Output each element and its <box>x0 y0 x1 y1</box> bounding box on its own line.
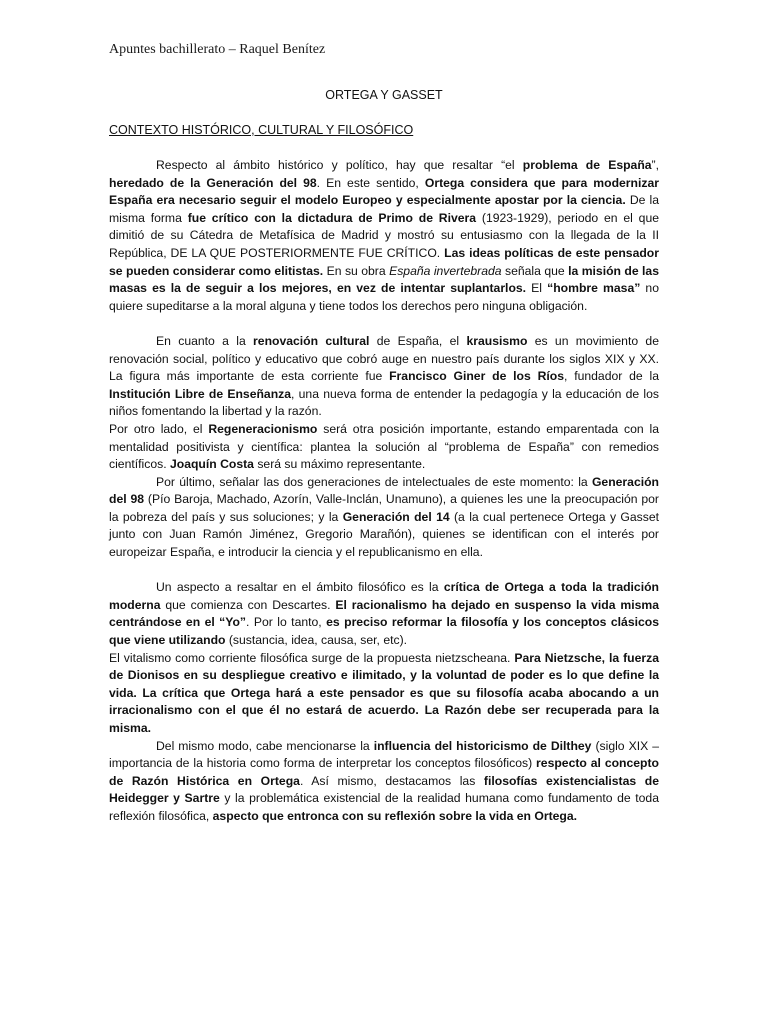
text-run: (Pío Baroja, Machado, Azorín, Valle-Inclán, Unamuno), a quienes les une la preocupación por la pobreza del país y sus soluciones; y la <box>109 492 659 524</box>
section-heading: CONTEXTO HISTÓRICO, CULTURAL Y FILOSÓFICO <box>109 123 414 137</box>
text-run: Por último, señalar las dos generaciones de intelectuales de este momento: la <box>156 474 592 489</box>
document-body <box>109 157 659 826</box>
bold-text: la misión de las masas es la de seguir a los mejores, en vez de intentar suplantarlos. <box>109 263 659 296</box>
text-run: El <box>526 281 548 296</box>
bold-text: fue crítico con la dictadura de Primo de Rivera <box>187 210 477 225</box>
bold-text: problema de España <box>522 158 652 172</box>
paragraph <box>109 157 659 315</box>
text-run: De la misma forma <box>109 193 660 225</box>
text-run: que comienza con Descartes. <box>160 597 336 612</box>
text-run: El vitalismo como corriente filosófica surge de la propuesta nietzscheana. <box>109 650 515 665</box>
bold-text: El racionalismo ha dejado en suspenso la vida misma centrándose en el “Yo” <box>109 597 659 630</box>
bold-text: aspecto que entronca con su reflexión sobre la vida en Ortega. <box>212 808 578 823</box>
bold-text: crítica de Ortega a toda la tradición moderna <box>109 580 659 612</box>
text-run: Por otro lado, el <box>109 421 209 436</box>
document-title: ORTEGA Y GASSET <box>325 88 443 102</box>
text-run: (siglo XIX –importancia de la historia como forma de interpretar los conceptos filosóficos) <box>109 738 659 771</box>
bold-text: heredado de la Generación del 98 <box>109 175 317 190</box>
bold-text: Generación del 14 <box>342 509 450 524</box>
text-run: En su obra <box>323 263 390 278</box>
text-run: En cuanto a la <box>156 333 254 348</box>
text-run: (sustancia, idea, causa, ser, etc). <box>225 633 408 648</box>
paragraph <box>109 474 659 562</box>
text-run: será su máximo representante. <box>253 457 426 472</box>
text-run: es un movimiento de renovación social, político y educativo que cobró auge en nuestro país durante los siglos XIX y XX. La figura más importante de esta corriente fue <box>109 333 659 384</box>
text-run: de España, el <box>369 333 467 348</box>
text-run: . Así mismo, destacamos las <box>299 773 484 788</box>
bold-text: Generación del 98 <box>109 474 659 507</box>
bold-text: Joaquín Costa <box>169 457 254 472</box>
bold-text: renovación cultural <box>253 333 370 348</box>
text-run: será otra posición importante, estando emparentada con la mentalidad positivista y científica: plantea la solución al “problema de España” con remedios científicos. <box>109 421 659 472</box>
bold-text: influencia del historicismo de Dilthey <box>373 738 592 753</box>
bold-text: es preciso reformar la filosofía y los conceptos clásicos que viene utilizando <box>109 615 660 648</box>
bold-text: Ortega considera que para modernizar España era necesario seguir el modelo Europeo y especialmente apostar por la ciencia. <box>109 175 659 208</box>
bold-text: Regeneracionismo <box>208 421 318 436</box>
bold-text: Las ideas políticas de este pensador se pueden considerar como elitistas. <box>109 245 659 278</box>
bold-text: Para Nietzsche, la fuerza de Dionisos en su despliegue creativo e ilimitado, y la voluntad de poder es lo que define la vida. La crítica que Ortega hará a este pensador es que su filosofía acaba abocando a un irracionalismo con el que él no estará de acuerdo. La Razón debe ser recuperada para la misma. <box>109 650 659 735</box>
paragraph <box>109 738 659 826</box>
paragraph <box>109 579 659 649</box>
text-run: . En este sentido, <box>316 175 425 190</box>
paragraph <box>109 333 659 421</box>
text-run: (a la cual pertenece Ortega y Gasset junto con Juan Ramón Jiménez, Gregorio Marañón), quienes se identifican con el interés por europeizar España, e introducir la ciencia y el republicanismo en ella. <box>109 509 660 560</box>
text-run: Respecto al ámbito histórico y político, hay que resaltar “el <box>156 158 523 172</box>
text-run: . Por lo tanto, <box>246 615 327 630</box>
text-run: señala que <box>501 263 569 278</box>
bold-text: respecto al concepto de Razón Histórica en Ortega <box>109 756 659 788</box>
paragraph <box>109 650 659 738</box>
text-run: , fundador de la <box>564 369 659 384</box>
bold-text: Institución Libre de Enseñanza <box>109 386 292 401</box>
text-run: (1923-1929), periodo en el que dimitió de su Cátedra de Metafísica de Madrid y mostró su entusiasmo con la llegada de la II República, DE LA QUE POSTERIORMENTE FUE CRÍTICO. <box>109 210 659 260</box>
italic-text: España invertebrada <box>389 263 502 278</box>
paragraph <box>109 421 659 474</box>
bold-text: “hombre masa” <box>547 281 641 296</box>
bold-text: filosofías existencialistas de Heidegger y Sartre <box>109 773 659 806</box>
bold-text: Francisco Giner de los Ríos <box>389 369 565 384</box>
text-run: no quiere supeditarse a la moral alguna y tiene todos los derechos pero ninguna obligación. <box>109 281 659 313</box>
bold-text: krausismo <box>466 333 528 348</box>
text-run: Del mismo modo, cabe mencionarse la <box>156 738 374 753</box>
text-run: , una nueva forma de entender la pedagogía y la educación de los niños fomentando la libertad y la razón. <box>109 386 659 419</box>
text-run: Un aspecto a resaltar en el ámbito filosófico es la <box>156 580 444 595</box>
page-header: Apuntes bachillerato – Raquel Benítez <box>109 42 326 57</box>
text-run: ”, <box>651 158 659 172</box>
text-run: y la problemática existencial de la realidad humana como fundamento de toda reflexión filosófica, <box>109 791 659 823</box>
